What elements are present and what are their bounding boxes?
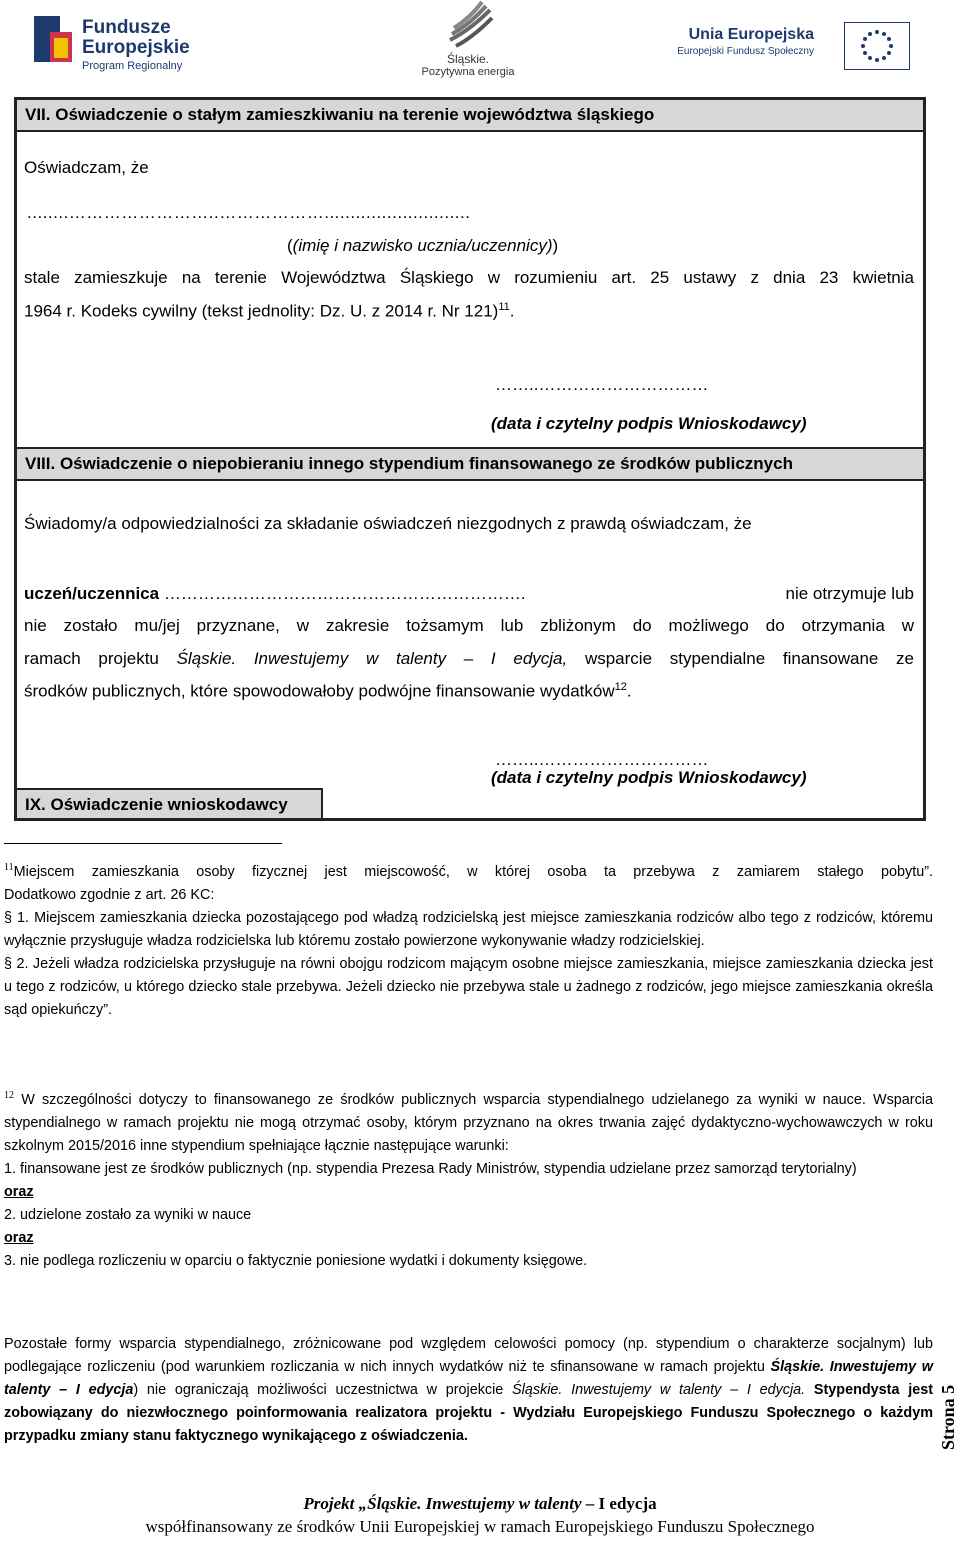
sec8-sig-label: (data i czytelny podpis Wnioskodawcy) <box>491 768 807 787</box>
footer-project-line <box>0 1494 960 1514</box>
logo-ue-line2: Europejski Fundusz Społeczny <box>677 46 814 57</box>
footer-line1-b: „Śląskie. Inwestujemy w talenty <box>358 1494 582 1513</box>
fn12-oraz-2: oraz <box>4 1229 34 1246</box>
logo-fe-line1: Fundusze <box>82 17 171 38</box>
slaskie-logo-icon <box>440 0 500 52</box>
logo-fundusze-europejskie <box>30 8 190 72</box>
other-b: Śląskie. Inwestujemy w talenty – I edycja <box>4 1359 934 1398</box>
sec7-name-hint-text: (imię i nazwisko ucznia/uczennicy) <box>292 236 553 255</box>
footnote-ref-11[interactable]: 11 <box>498 301 510 313</box>
sec8-intro: Świadomy/a odpowiedzialności za składanie oświadczeń niezgodnych z prawdą oświadczam, że <box>24 514 752 533</box>
sec8-student-dots: ………………………………………………………. <box>163 584 526 603</box>
sec7-line2-text: 1964 r. Kodeks cywilny (tekst jednolity: Dz. U. z 2014 r. Nr 121) <box>24 301 499 321</box>
footnote-other-forms <box>4 1333 933 1448</box>
sec8-line3 <box>24 649 914 669</box>
footnote-12 <box>4 1084 933 1273</box>
sec7-line2 <box>24 301 514 322</box>
fn12-d: 3. nie podlega rozliczeniu w oparciu o faktycznie poniesione wydatki i dokumenty księgowe. <box>4 1252 588 1269</box>
sec7-sig-label: (data i czytelny podpis Wnioskodawcy) <box>491 414 807 433</box>
sec7-name-dots: ........……………………..………………............................ <box>27 203 471 222</box>
sec8-line4 <box>24 681 632 702</box>
logo-fe-line3: Program Regionalny <box>82 60 183 72</box>
fn12-number: 12 <box>4 1090 14 1101</box>
logo-sl-tag: Pozytywna energia <box>421 66 515 78</box>
footer-line1-a: Projekt <box>303 1494 355 1513</box>
other-d: Śląskie. Inwestujemy w talenty – I edycja. <box>512 1382 806 1398</box>
fn11-b: Dodatkowo zgodnie z art. 26 KC: <box>4 886 215 903</box>
sec8-line4-text: środków publicznych, które spowodowałoby podwójne finansowanie wydatków <box>24 681 615 701</box>
footnote-separator <box>4 843 282 844</box>
logo-unia-europejska <box>677 22 910 70</box>
footer-cofinanced-line: współfinansowany ze środków Unii Europejskiej w ramach Europejskiego Funduszu Społecznego <box>145 1517 815 1536</box>
eu-flag-icon <box>844 22 910 70</box>
sec8-line2: nie zostało mu/jej przyznane, w zakresie tożsamym lub zbliżonym do możliwego do otrzymania w <box>24 616 914 635</box>
page-number: Strona 5 <box>938 1384 958 1450</box>
other-c: ) nie ograniczają możliwości uczestnictwa w projekcie <box>133 1382 513 1398</box>
fn12-oraz-1: oraz <box>4 1183 34 1200</box>
sec8-line3-a: ramach projektu <box>24 649 159 668</box>
section-9-heading: IX. Oświadczenie wnioskodawcy <box>17 788 323 818</box>
sec7-name-hint: ((imię i nazwisko ucznia/uczennicy)) <box>287 236 559 255</box>
other-a: Pozostałe formy wsparcia stypendialnego, zróżnicowane pod względem celowości pomocy (np. stypendium o charakterze socjalnym) lub podlegające rozliczeniu (pod warunkiem rozliczania w nich innych wydatków niż te sfinansowane w ramach projektu <box>4 1336 933 1375</box>
sec8-student-label: uczeń/uczennica <box>24 584 160 603</box>
fn12-b: 1. finansowane jest ze środków publicznych (np. stypendia Prezesa Rady Ministrów, stypendia udzielane przez samorząd terytorialny) <box>4 1160 857 1177</box>
logo-slaskie <box>418 0 528 82</box>
logo-ue-line1: Unia Europejska <box>688 26 814 43</box>
section-7-heading: VII. Oświadczenie o stałym zamieszkiwaniu na terenie województwa śląskiego <box>17 100 923 132</box>
footnote-11 <box>4 856 933 1022</box>
logo-fe-line2: Europejskie <box>82 37 190 58</box>
sec7-intro: Oświadczam, że <box>24 158 149 177</box>
fn11-d: § 2. Jeżeli władza rodzicielska przysługuje na równi obojgu rodzicom mającym osobne miejsce zamieszkania, miejsce zamieszkania dziecka jest u tego z rodziców, u którego dziecko stale przebywa. Jeżeli dziecko nie przebywa stale u żadnego z rodziców, jego miejsce zamieszkania określa sąd opiekuńczy”. <box>4 955 933 1018</box>
sec8-line3-project: Śląskie. Inwestujemy w talenty – I edycja, <box>176 649 568 668</box>
fn11-a: Miejscem zamieszkania osoby fizycznej jest miejscowość, w której osoba ta przebywa z zamiarem stałego pobytu”. <box>13 863 933 880</box>
fe-logo-icon <box>30 12 76 66</box>
sec8-sig-dots: ……..………………………… <box>495 750 709 769</box>
sec8-line4-end: . <box>626 681 632 701</box>
sec7-line2-end: . <box>509 301 515 321</box>
statements-box <box>14 97 926 821</box>
fn11-number: 11 <box>4 862 14 873</box>
sec8-line1-end: nie otrzymuje lub <box>785 584 914 603</box>
logo-sl-name: Śląskie. <box>446 52 490 66</box>
sec8-line1 <box>24 584 914 604</box>
footer-line1-c: – I edycja <box>585 1494 657 1513</box>
sec8-line3-c: wsparcie stypendialne finansowane ze <box>584 649 915 668</box>
section-8-heading: VIII. Oświadczenie o niepobieraniu innego stypendium finansowanego ze środków publicznych <box>17 447 923 481</box>
sec7-sig-dots: ……..………………………… <box>495 375 709 394</box>
other-e: Stypendysta jest zobowiązany do niezwłocznego poinformowania realizatora projektu - Wydziału Europejskiego Funduszu Społecznego o każdym przypadku zmiany stanu faktycznego wynikającego z oświadczenia. <box>4 1382 933 1444</box>
fn12-c: 2. udzielone zostało za wyniki w nauce <box>4 1206 252 1223</box>
footnote-ref-12[interactable]: 12 <box>614 681 627 693</box>
fn11-c: § 1. Miejscem zamieszkania dziecka pozostającego pod władzą rodzicielską jest miejsce zamieszkania rodziców albo tego z rodziców, któremu wyłącznie przysługuje władza rodzicielska lub któremu zostało powierzone wykonywanie władzy rodzicielskiej. <box>4 909 933 949</box>
sec7-line1: stale zamieszkuje na terenie Województwa Śląskiego w rozumieniu art. 25 ustawy z dnia 23 kwietnia <box>24 268 914 287</box>
fn12-a: W szczególności dotyczy to finansowanego ze środków publicznych wsparcia stypendialnego udzielanego za wyniki w nauce. Wsparcia stypendialnego w ramach projektu nie mogą otrzymać osoby, którym przyznano na okres trwania zajęć dydaktyczno-wychowawczych w roku szkolnym 2015/2016 inne stypendium spełniające łącznie następujące warunki: <box>4 1091 933 1154</box>
